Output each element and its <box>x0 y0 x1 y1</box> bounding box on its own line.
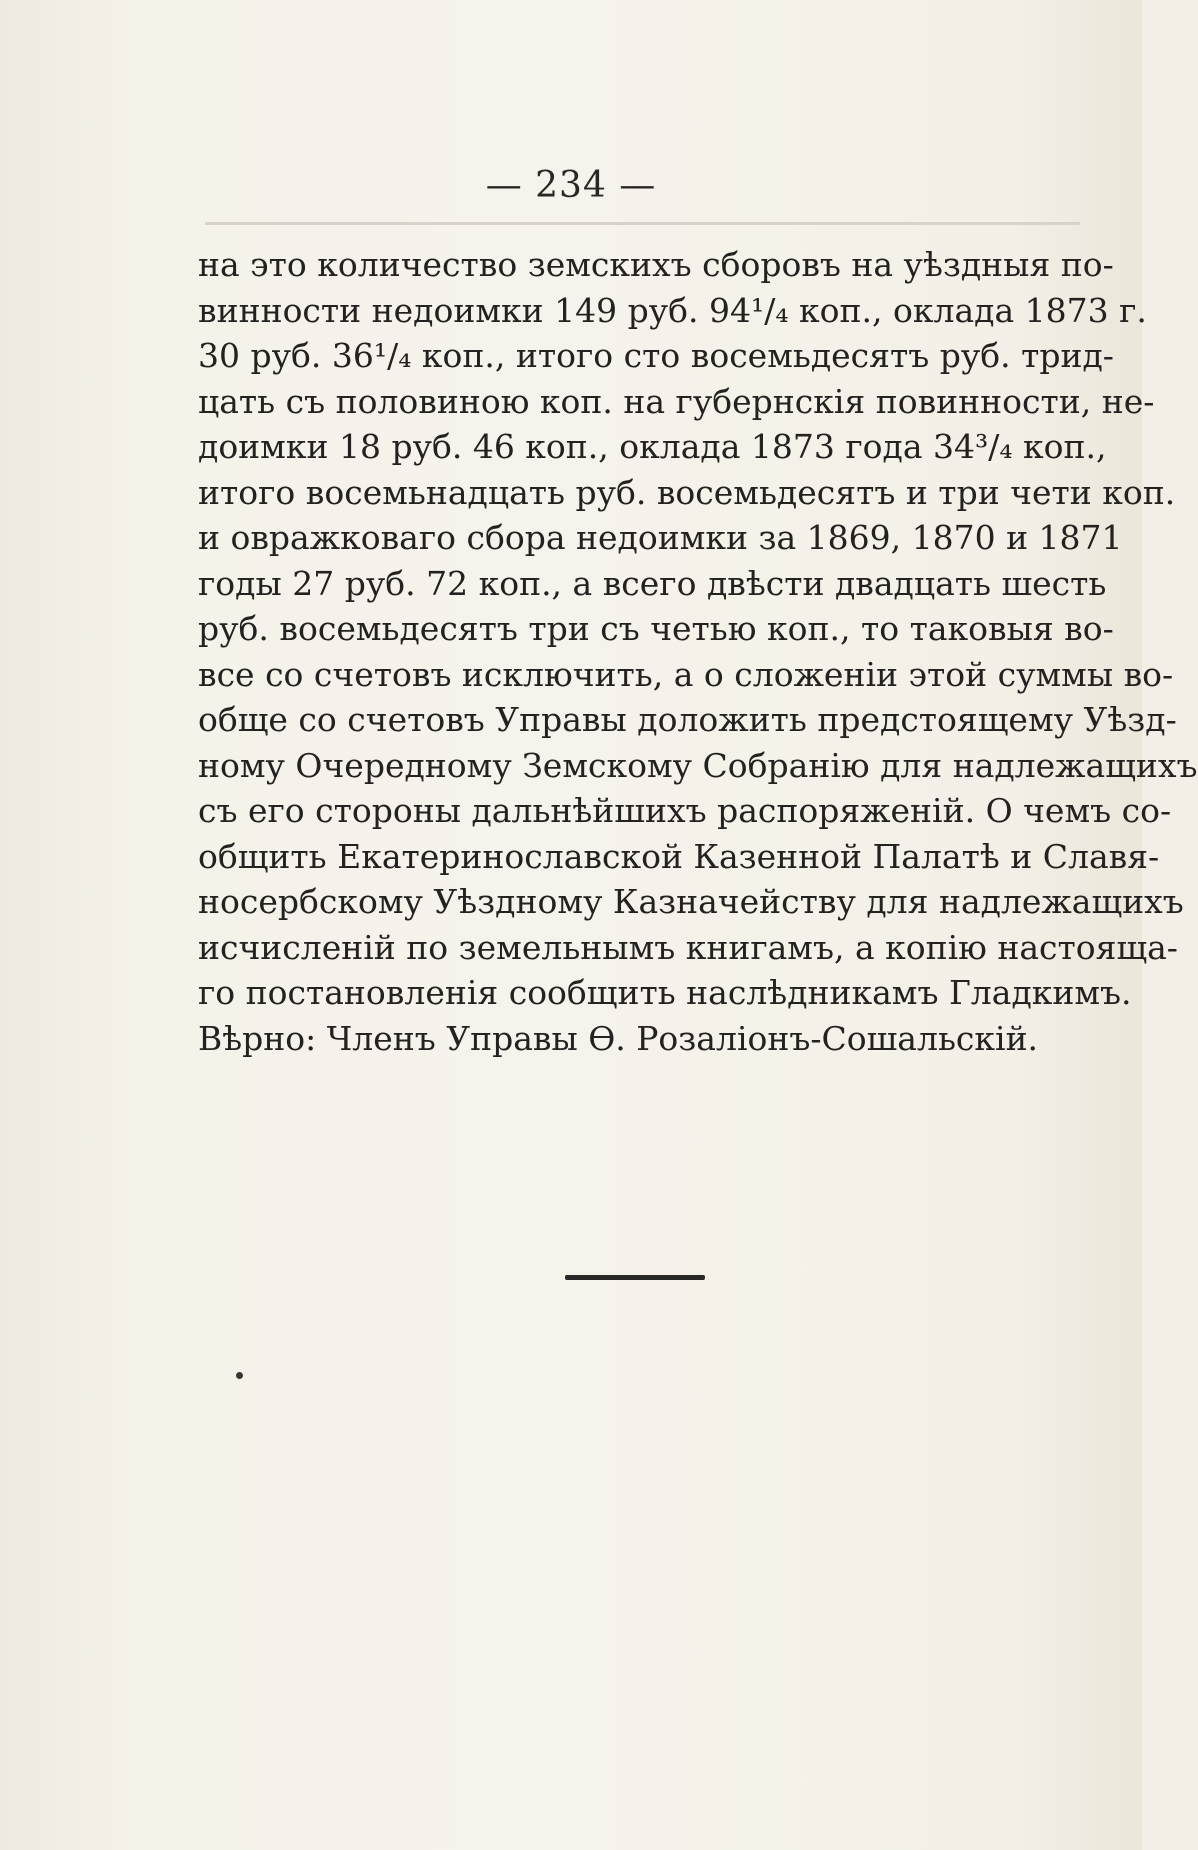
text-line: ному Очередному Земскому Собранію для надлежащихъ <box>198 745 1198 785</box>
text-line: носербскому Уѣздному Казначейству для надлежащихъ <box>198 882 1184 921</box>
body-text <box>198 242 1198 1061</box>
text-line: все со счетовъ исключить, а о сложеніи этой суммы во- <box>198 654 1174 694</box>
text-line: цать съ половиною коп. на губернскія повинности, не- <box>198 381 1155 421</box>
signature-line: Вѣрно: Членъ Управы Ѳ. Розаліонъ-Сошальскій. <box>198 1018 1039 1058</box>
text-line: итого восемьнадцать руб. восемьдесятъ и три чети коп. <box>198 472 1176 512</box>
text-line: и овражковаго сбора недоимки за 1869, 1870 и 1871 <box>198 518 1123 557</box>
text-line: доимки 18 руб. 46 коп., оклада 1873 года 34³/₄ коп., <box>198 427 1107 466</box>
page-number: — 234 — <box>485 165 657 206</box>
text-line: исчисленій по земельнымъ книгамъ, а копію настояща- <box>198 927 1178 967</box>
text-line: на это количество земскихъ сборовъ на уѣздныя по- <box>198 245 1114 284</box>
end-rule <box>565 1275 705 1280</box>
text-line: 30 руб. 36¹/₄ коп., итого сто восемьдесятъ руб. трид- <box>198 336 1114 375</box>
ink-speck <box>236 1372 243 1379</box>
text-line: обще со счетовъ Управы доложить предстоящему Уѣзд- <box>198 700 1177 739</box>
text-line: годы 27 руб. 72 коп., а всего двѣсти двадцать шесть <box>198 563 1107 603</box>
text-line: общить Екатеринославской Казенной Палатѣ и Славя- <box>198 836 1160 876</box>
top-rule <box>205 222 1080 225</box>
text-line: съ его стороны дальнѣйшихъ распоряженій. О чемъ со- <box>198 791 1172 830</box>
text-line: винности недоимки 149 руб. 94¹/₄ коп., оклада 1873 г. <box>198 290 1147 330</box>
text-line: руб. восемьдесятъ три съ четью коп., то таковыя во- <box>198 609 1114 648</box>
text-line: го постановленія сообщить наслѣдникамъ Гладкимъ. <box>198 973 1132 1012</box>
